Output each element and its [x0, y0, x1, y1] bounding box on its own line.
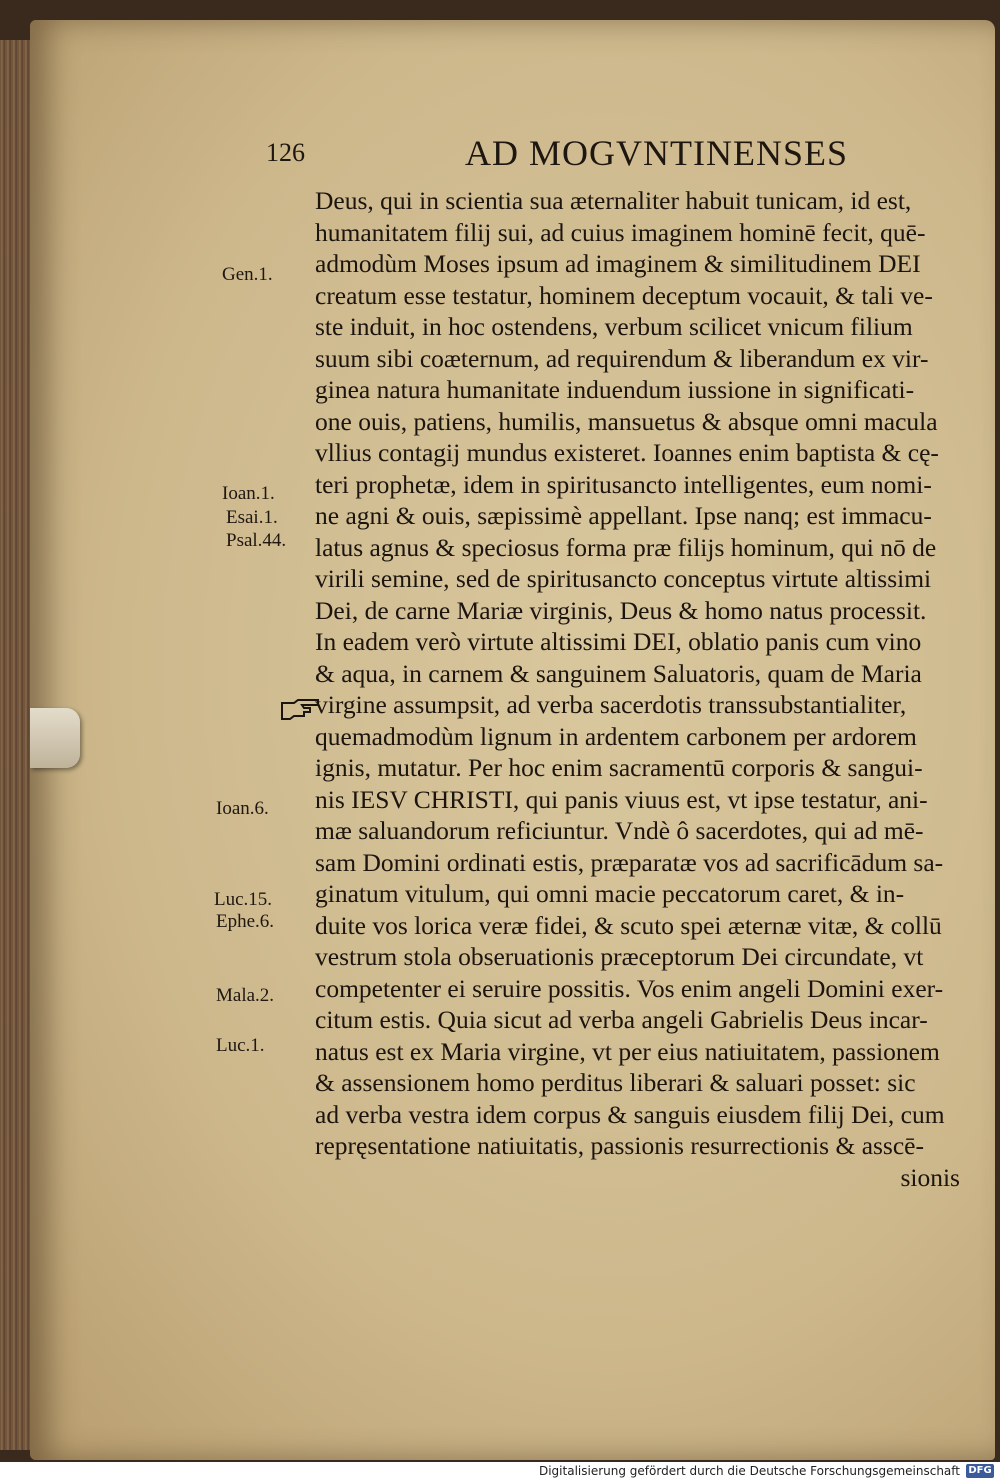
running-head: AD MOGVNTINENSES	[465, 133, 848, 173]
text-line: ste induit, in hoc ostendens, verbum scilicet vnicum filium	[315, 312, 913, 341]
funding-credit: Digitalisierung gefördert durch die Deutsche Forschungsgemeinschaft	[538, 1464, 960, 1478]
text-line: creatum esse testatur, hominem deceptum vocauit, & tali ve-	[315, 280, 933, 310]
text-line: one ouis, patiens, humilis, mansuetus & absque omni macula	[315, 406, 938, 436]
text-line: humanitatem filij sui, ad cuius imaginem hominē fecit, quē-	[315, 217, 926, 247]
text-line: natus est ex Maria virgine, vt per eius natiuitatem, passionem	[315, 1036, 940, 1066]
body-text	[315, 185, 995, 1193]
text-line: mæ saluandorum reficiuntur. Vndè ô sacerdotes, qui ad mē-	[315, 816, 924, 845]
text-line: ginea natura humanitate induendum iussione in significati-	[315, 375, 915, 404]
margin-note: Gen.1.	[222, 264, 273, 285]
text-line: quemadmodùm lignum in ardentem carbonem per ardorem	[315, 721, 917, 751]
text-line: ad verba vestra idem corpus & sanguis eiusdem filij Dei, cum	[315, 1099, 945, 1129]
text-line: teri prophetæ, idem in spiritusancto intelligentes, eum nomi-	[315, 469, 932, 499]
catchword: sionis	[900, 1162, 960, 1192]
text-line: & aqua, in carnem & sanguinem Saluatoris, quam de Maria	[315, 658, 922, 688]
margin-note: Ioan.6.	[216, 798, 269, 819]
text-line: ne agni & ouis, sæpissimè appellant. Ipse nanq; est immacu-	[315, 501, 932, 530]
text-line: nis IESV CHRISTI, qui panis viuus est, vt ipse testatur, ani-	[315, 784, 928, 814]
margin-note: Mala.2.	[216, 985, 275, 1006]
page-clip	[30, 708, 80, 768]
text-line: ignis, mutatur. Per hoc enim sacramentū corporis & sangui-	[315, 753, 923, 782]
margin-note: Ioan.1.	[222, 483, 275, 504]
text-line: Deus, qui in scientia sua æternaliter habuit tunicam, id est,	[315, 186, 912, 215]
margin-note: Luc.15.	[214, 889, 273, 910]
text-line: sam Domini ordinati estis, præparatæ vos ad sacrificādum sa-	[315, 847, 944, 877]
text-line: Dei, de carne Mariæ virginis, Deus & homo natus processit.	[315, 595, 927, 625]
text-line: & assensionem homo perditus liberari & saluari posset: sic	[315, 1068, 916, 1097]
dfg-logo: DFG	[966, 1464, 994, 1478]
text-line: competenter ei seruire possitis. Vos enim angeli Domini exer-	[315, 973, 944, 1003]
margin-note: Psal.44.	[226, 530, 287, 551]
text-line: duite vos lorica veræ fidei, & scuto spei æternæ vitæ, & collū	[315, 910, 942, 940]
pointing-hand-icon	[280, 697, 320, 721]
text-line: repręsentatione natiuitatis, passionis resurrectionis & asscē-	[315, 1131, 924, 1160]
text-line: latus agnus & speciosus forma præ filijs hominum, qui nō de	[315, 532, 937, 562]
text-line: virili semine, sed de spiritusancto conceptus virtute altissimi	[315, 564, 932, 593]
text-line: ginatum vitulum, qui omni macie peccatorum caret, & in-	[315, 879, 905, 908]
text-line: virgine assumpsit, ad verba sacerdotis transsubstantialiter,	[315, 690, 907, 719]
text-line: vllius contagij mundus existeret. Ioannes enim baptista & cę-	[315, 438, 939, 467]
text-line: In eadem verò virtute altissimi DEI, oblatio panis cum vino	[315, 627, 922, 656]
text-line: vestrum stola obseruationis præceptorum Dei circundate, vt	[315, 942, 924, 971]
margin-note: Luc.1.	[216, 1035, 265, 1056]
text-line: citum estis. Quia sicut ad verba angeli Gabrielis Deus incar-	[315, 1005, 928, 1034]
margin-note: Esai.1.	[226, 507, 278, 528]
footer	[0, 1462, 1000, 1481]
page-header	[260, 130, 980, 178]
text-line: admodùm Moses ipsum ad imaginem & similitudinem DEI	[315, 249, 921, 278]
margin-note: Ephe.6.	[216, 911, 275, 932]
text-line: suum sibi coæternum, ad requirendum & liberandum ex vir-	[315, 343, 929, 373]
page-number: 126	[266, 138, 305, 167]
